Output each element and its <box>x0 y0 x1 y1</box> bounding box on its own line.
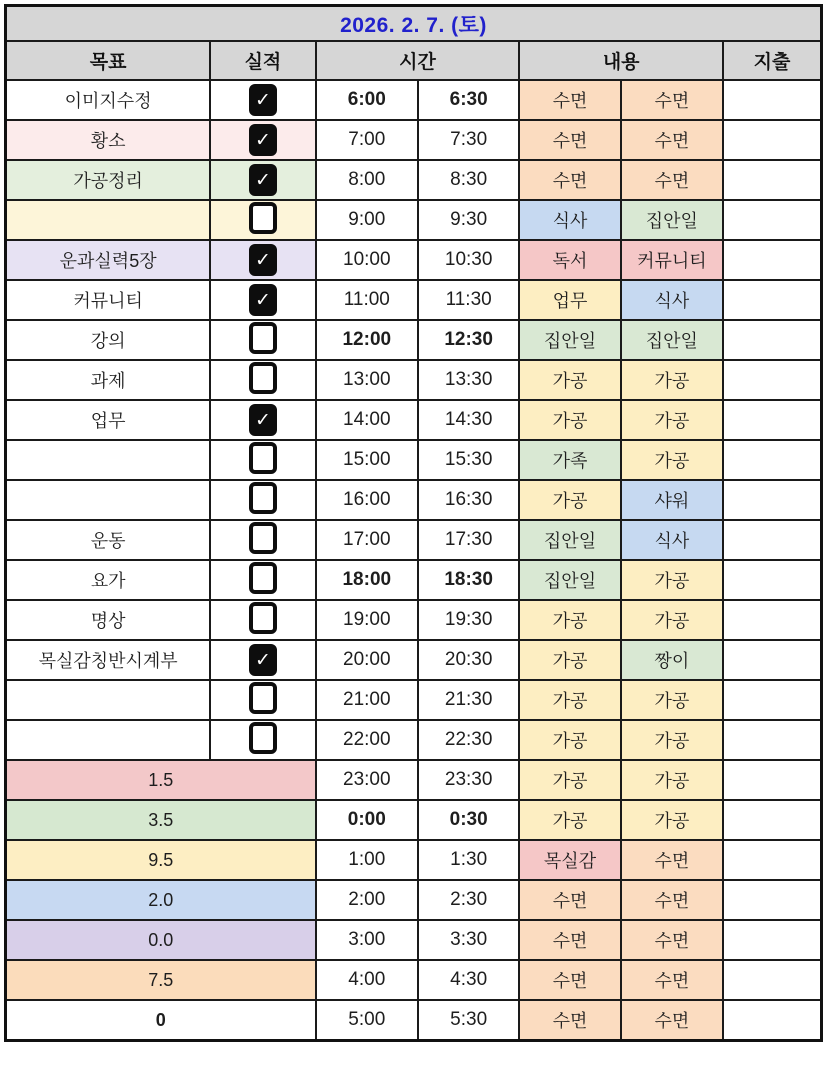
checkbox-unchecked-icon[interactable] <box>249 442 277 474</box>
schedule-row <box>6 920 822 960</box>
content-first-half-cell: 수면 <box>519 1000 620 1041</box>
schedule-row <box>6 680 822 720</box>
time-start-cell: 8:00 <box>316 160 418 200</box>
content-second-half-cell: 수면 <box>621 1000 723 1041</box>
col-header-time: 시간 <box>316 41 520 80</box>
time-end-cell: 5:30 <box>418 1000 519 1041</box>
time-start-cell: 0:00 <box>316 800 418 840</box>
expense-cell <box>723 800 821 840</box>
content-second-half-cell: 식사 <box>621 280 723 320</box>
expense-cell <box>723 320 821 360</box>
content-first-half-cell: 가공 <box>519 640 620 680</box>
content-second-half-cell: 짱이 <box>621 640 723 680</box>
time-end-cell: 0:30 <box>418 800 519 840</box>
date-title: 2026. 2. 7. (토) <box>6 6 822 42</box>
content-first-half-cell: 가족 <box>519 440 620 480</box>
checkbox-unchecked-icon[interactable] <box>249 522 277 554</box>
time-start-cell: 16:00 <box>316 480 418 520</box>
time-end-cell: 1:30 <box>418 840 519 880</box>
goal-cell: 목실감칭반시계부 <box>6 640 211 680</box>
expense-cell <box>723 400 821 440</box>
content-second-half-cell: 수면 <box>621 960 723 1000</box>
goal-cell: 가공정리 <box>6 160 211 200</box>
time-end-cell: 14:30 <box>418 400 519 440</box>
time-start-cell: 19:00 <box>316 600 418 640</box>
goal-cell: 커뮤니티 <box>6 280 211 320</box>
time-start-cell: 21:00 <box>316 680 418 720</box>
schedule-row <box>6 880 822 920</box>
time-end-cell: 9:30 <box>418 200 519 240</box>
col-header-goal: 목표 <box>6 41 211 80</box>
summary-value-cell: 7.5 <box>6 960 316 1000</box>
time-start-cell: 5:00 <box>316 1000 418 1041</box>
time-end-cell: 6:30 <box>418 80 519 120</box>
expense-cell <box>723 920 821 960</box>
checkbox-unchecked-icon[interactable] <box>249 482 277 514</box>
content-first-half-cell: 목실감 <box>519 840 620 880</box>
checkbox-cell <box>210 320 315 360</box>
goal-cell: 요가 <box>6 560 211 600</box>
checkbox-checked-icon[interactable]: ✓ <box>249 404 277 436</box>
expense-cell <box>723 280 821 320</box>
content-first-half-cell: 가공 <box>519 600 620 640</box>
header-row <box>6 41 822 80</box>
expense-cell <box>723 720 821 760</box>
checkbox-unchecked-icon[interactable] <box>249 202 277 234</box>
expense-cell <box>723 520 821 560</box>
content-first-half-cell: 식사 <box>519 200 620 240</box>
time-end-cell: 15:30 <box>418 440 519 480</box>
content-first-half-cell: 가공 <box>519 720 620 760</box>
checkbox-cell <box>210 520 315 560</box>
col-header-content: 내용 <box>519 41 723 80</box>
time-start-cell: 1:00 <box>316 840 418 880</box>
content-second-half-cell: 샤워 <box>621 480 723 520</box>
time-start-cell: 13:00 <box>316 360 418 400</box>
expense-cell <box>723 360 821 400</box>
time-end-cell: 22:30 <box>418 720 519 760</box>
expense-cell <box>723 80 821 120</box>
time-start-cell: 10:00 <box>316 240 418 280</box>
goal-cell: 과제 <box>6 360 211 400</box>
checkbox-cell <box>210 400 315 440</box>
content-first-half-cell: 가공 <box>519 800 620 840</box>
content-first-half-cell: 가공 <box>519 360 620 400</box>
time-end-cell: 23:30 <box>418 760 519 800</box>
checkbox-unchecked-icon[interactable] <box>249 562 277 594</box>
checkbox-cell <box>210 120 315 160</box>
content-second-half-cell: 가공 <box>621 800 723 840</box>
content-first-half-cell: 가공 <box>519 760 620 800</box>
content-second-half-cell: 커뮤니티 <box>621 240 723 280</box>
checkbox-cell <box>210 280 315 320</box>
time-start-cell: 7:00 <box>316 120 418 160</box>
expense-cell <box>723 160 821 200</box>
content-first-half-cell: 가공 <box>519 400 620 440</box>
time-start-cell: 6:00 <box>316 80 418 120</box>
checkbox-cell <box>210 560 315 600</box>
expense-cell <box>723 680 821 720</box>
checkbox-unchecked-icon[interactable] <box>249 722 277 754</box>
content-second-half-cell: 가공 <box>621 560 723 600</box>
content-first-half-cell: 독서 <box>519 240 620 280</box>
time-start-cell: 23:00 <box>316 760 418 800</box>
schedule-row <box>6 280 822 320</box>
content-second-half-cell: 수면 <box>621 160 723 200</box>
content-first-half-cell: 수면 <box>519 920 620 960</box>
schedule-row <box>6 80 822 120</box>
expense-cell <box>723 600 821 640</box>
content-first-half-cell: 수면 <box>519 120 620 160</box>
time-end-cell: 12:30 <box>418 320 519 360</box>
expense-cell <box>723 440 821 480</box>
expense-cell <box>723 120 821 160</box>
content-second-half-cell: 가공 <box>621 600 723 640</box>
goal-cell: 운동 <box>6 520 211 560</box>
content-first-half-cell: 수면 <box>519 960 620 1000</box>
schedule-row <box>6 120 822 160</box>
checkbox-unchecked-icon[interactable] <box>249 602 277 634</box>
time-start-cell: 9:00 <box>316 200 418 240</box>
schedule-row <box>6 160 822 200</box>
goal-cell <box>6 480 211 520</box>
time-end-cell: 20:30 <box>418 640 519 680</box>
summary-value-cell: 9.5 <box>6 840 316 880</box>
content-first-half-cell: 집안일 <box>519 520 620 560</box>
checkbox-cell <box>210 480 315 520</box>
schedule-row <box>6 480 822 520</box>
content-first-half-cell: 가공 <box>519 680 620 720</box>
summary-value-cell: 0.0 <box>6 920 316 960</box>
checkbox-cell <box>210 600 315 640</box>
content-second-half-cell: 가공 <box>621 720 723 760</box>
time-start-cell: 12:00 <box>316 320 418 360</box>
time-end-cell: 17:30 <box>418 520 519 560</box>
summary-value-cell: 0 <box>6 1000 316 1041</box>
checkbox-cell <box>210 360 315 400</box>
content-first-half-cell: 수면 <box>519 160 620 200</box>
checkbox-unchecked-icon[interactable] <box>249 362 277 394</box>
summary-value-cell: 2.0 <box>6 880 316 920</box>
content-first-half-cell: 수면 <box>519 80 620 120</box>
checkbox-checked-icon[interactable]: ✓ <box>249 244 277 276</box>
time-end-cell: 4:30 <box>418 960 519 1000</box>
schedule-row <box>6 560 822 600</box>
time-start-cell: 18:00 <box>316 560 418 600</box>
goal-cell: 강의 <box>6 320 211 360</box>
content-second-half-cell: 수면 <box>621 840 723 880</box>
checkbox-cell <box>210 640 315 680</box>
content-second-half-cell: 가공 <box>621 440 723 480</box>
checkbox-cell <box>210 440 315 480</box>
content-second-half-cell: 수면 <box>621 920 723 960</box>
checkbox-cell <box>210 680 315 720</box>
time-end-cell: 21:30 <box>418 680 519 720</box>
col-header-done: 실적 <box>210 41 315 80</box>
schedule-row <box>6 640 822 680</box>
checkbox-checked-icon[interactable]: ✓ <box>249 84 277 116</box>
content-first-half-cell: 수면 <box>519 880 620 920</box>
content-second-half-cell: 가공 <box>621 680 723 720</box>
content-second-half-cell: 수면 <box>621 120 723 160</box>
schedule-row <box>6 960 822 1000</box>
schedule-row <box>6 320 822 360</box>
expense-cell <box>723 640 821 680</box>
time-end-cell: 2:30 <box>418 880 519 920</box>
expense-cell <box>723 760 821 800</box>
col-header-expense: 지출 <box>723 41 821 80</box>
expense-cell <box>723 560 821 600</box>
schedule-row <box>6 200 822 240</box>
goal-cell: 명상 <box>6 600 211 640</box>
time-start-cell: 20:00 <box>316 640 418 680</box>
checkbox-checked-icon[interactable]: ✓ <box>249 644 277 676</box>
summary-value-cell: 1.5 <box>6 760 316 800</box>
checkbox-cell <box>210 200 315 240</box>
checkbox-cell <box>210 160 315 200</box>
time-end-cell: 19:30 <box>418 600 519 640</box>
time-end-cell: 18:30 <box>418 560 519 600</box>
content-first-half-cell: 가공 <box>519 480 620 520</box>
checkbox-cell <box>210 240 315 280</box>
checkbox-checked-icon[interactable]: ✓ <box>249 164 277 196</box>
schedule-row <box>6 760 822 800</box>
goal-cell <box>6 200 211 240</box>
schedule-row <box>6 800 822 840</box>
goal-cell <box>6 720 211 760</box>
content-second-half-cell: 식사 <box>621 520 723 560</box>
time-start-cell: 14:00 <box>316 400 418 440</box>
schedule-row <box>6 600 822 640</box>
content-second-half-cell: 수면 <box>621 80 723 120</box>
time-start-cell: 4:00 <box>316 960 418 1000</box>
expense-cell <box>723 880 821 920</box>
schedule-row <box>6 400 822 440</box>
time-end-cell: 13:30 <box>418 360 519 400</box>
expense-cell <box>723 480 821 520</box>
time-end-cell: 10:30 <box>418 240 519 280</box>
goal-cell: 업무 <box>6 400 211 440</box>
expense-cell <box>723 840 821 880</box>
time-start-cell: 15:00 <box>316 440 418 480</box>
schedule-row <box>6 240 822 280</box>
expense-cell <box>723 960 821 1000</box>
time-end-cell: 11:30 <box>418 280 519 320</box>
expense-cell <box>723 200 821 240</box>
summary-value-cell: 3.5 <box>6 800 316 840</box>
checkbox-checked-icon[interactable]: ✓ <box>249 284 277 316</box>
content-second-half-cell: 집안일 <box>621 320 723 360</box>
time-end-cell: 8:30 <box>418 160 519 200</box>
content-second-half-cell: 집안일 <box>621 200 723 240</box>
time-start-cell: 17:00 <box>316 520 418 560</box>
content-first-half-cell: 집안일 <box>519 320 620 360</box>
time-start-cell: 22:00 <box>316 720 418 760</box>
schedule-row <box>6 840 822 880</box>
goal-cell: 이미지수정 <box>6 80 211 120</box>
content-second-half-cell: 가공 <box>621 760 723 800</box>
daily-schedule-sheet <box>4 4 823 1042</box>
checkbox-unchecked-icon[interactable] <box>249 322 277 354</box>
content-first-half-cell: 업무 <box>519 280 620 320</box>
schedule-row <box>6 720 822 760</box>
checkbox-cell <box>210 80 315 120</box>
checkbox-checked-icon[interactable]: ✓ <box>249 124 277 156</box>
time-start-cell: 3:00 <box>316 920 418 960</box>
expense-cell <box>723 1000 821 1041</box>
goal-cell: 황소 <box>6 120 211 160</box>
checkbox-unchecked-icon[interactable] <box>249 682 277 714</box>
checkbox-cell <box>210 720 315 760</box>
schedule-row <box>6 520 822 560</box>
time-start-cell: 2:00 <box>316 880 418 920</box>
time-end-cell: 3:30 <box>418 920 519 960</box>
content-first-half-cell: 집안일 <box>519 560 620 600</box>
time-start-cell: 11:00 <box>316 280 418 320</box>
schedule-rows <box>6 80 822 1041</box>
schedule-row <box>6 360 822 400</box>
time-end-cell: 16:30 <box>418 480 519 520</box>
time-end-cell: 7:30 <box>418 120 519 160</box>
content-second-half-cell: 가공 <box>621 360 723 400</box>
content-second-half-cell: 가공 <box>621 400 723 440</box>
schedule-row <box>6 1000 822 1041</box>
content-second-half-cell: 수면 <box>621 880 723 920</box>
goal-cell <box>6 440 211 480</box>
schedule-row <box>6 440 822 480</box>
title-row <box>6 6 822 42</box>
schedule-table <box>4 4 823 1042</box>
expense-cell <box>723 240 821 280</box>
goal-cell: 운과실력5장 <box>6 240 211 280</box>
goal-cell <box>6 680 211 720</box>
